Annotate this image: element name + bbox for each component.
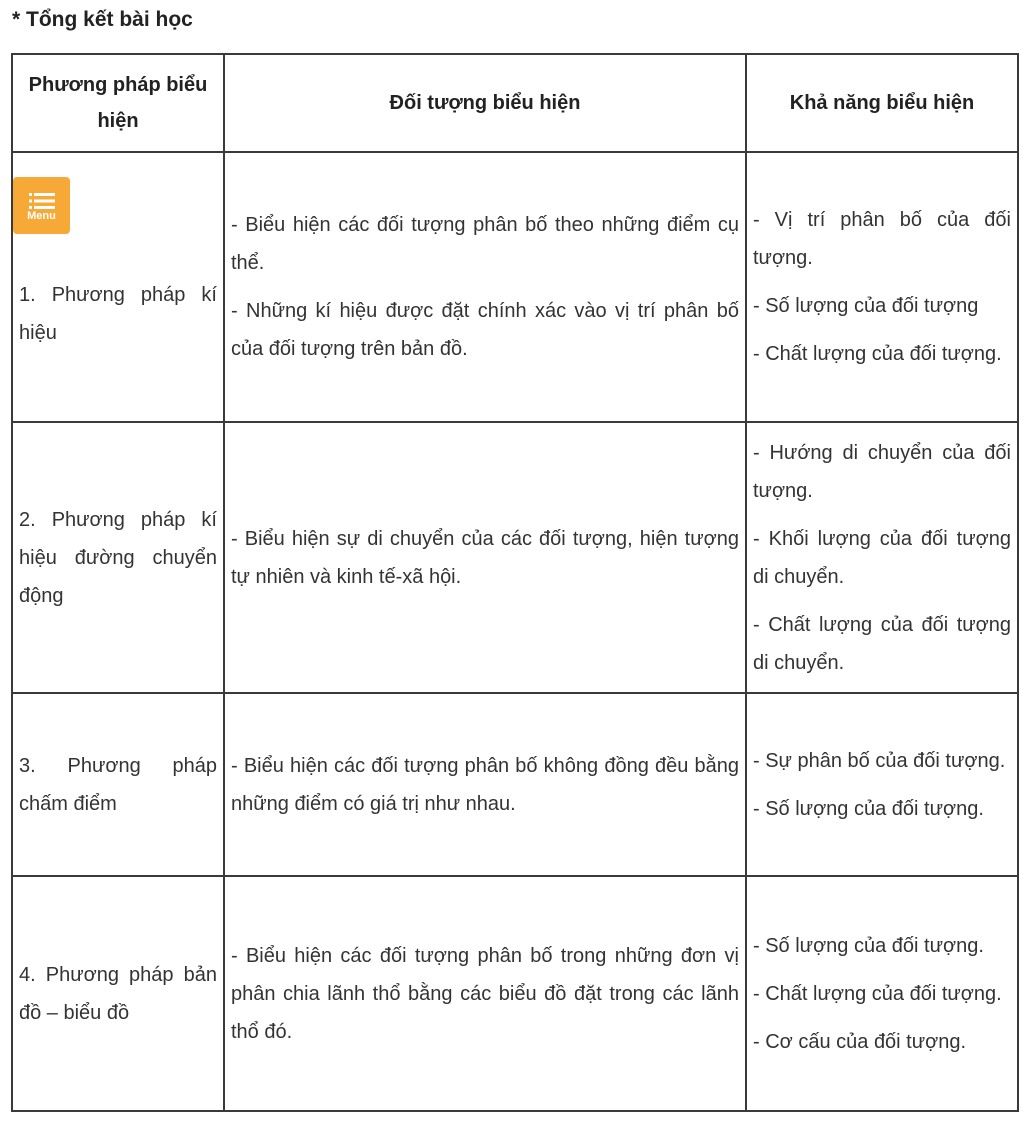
capabilities-cell xyxy=(746,422,1018,693)
objects-text: - Biểu hiện sự di chuyển của các đối tượng, hiện tượng tự nhiên và kinh tế-xã hội. xyxy=(231,527,739,588)
capability-text: - Số lượng của đối tượng. xyxy=(753,797,984,820)
menu-button[interactable] xyxy=(13,177,70,234)
table-row xyxy=(12,152,1018,422)
objects-cell xyxy=(224,422,746,693)
header-objects: Đối tượng biểu hiện xyxy=(224,54,746,152)
method-name: 1. Phương pháp kí hiệu xyxy=(19,284,217,344)
capability-text: - Khối lượng của đối tượng di chuyển. xyxy=(753,527,1011,588)
capabilities-cell xyxy=(746,152,1018,422)
objects-cell xyxy=(224,152,746,422)
header-capabilities: Khả năng biểu hiện xyxy=(746,54,1018,152)
list-icon xyxy=(29,192,55,210)
capability-text: - Vị trí phân bố của đối tượng. xyxy=(753,209,1011,269)
method-cell xyxy=(12,422,224,693)
summary-table xyxy=(11,53,1019,1112)
capability-text: - Số lượng của đối tượng xyxy=(753,295,979,317)
method-cell xyxy=(12,152,224,422)
lesson-summary-heading: * Tổng kết bài học xyxy=(12,8,193,31)
table-row xyxy=(12,693,1018,876)
header-method: Phương pháp biểu hiện xyxy=(12,54,224,152)
method-name: 3. Phương pháp chấm điểm xyxy=(19,754,217,815)
table-header-row xyxy=(12,54,1018,152)
objects-text: - Biểu hiện các đối tượng phân bố theo những điểm cụ thể. xyxy=(231,214,739,274)
capabilities-cell xyxy=(746,876,1018,1111)
objects-cell xyxy=(224,693,746,876)
menu-label: Menu xyxy=(27,210,56,222)
objects-text: - Những kí hiệu được đặt chính xác vào vị trí phân bố của đối tượng trên bản đồ. xyxy=(231,300,739,360)
capability-text: - Số lượng của đối tượng. xyxy=(753,934,984,957)
table-row xyxy=(12,422,1018,693)
objects-cell xyxy=(224,876,746,1111)
capability-text: - Chất lượng của đối tượng di chuyển. xyxy=(753,613,1011,674)
capability-text: - Chất lượng của đối tượng. xyxy=(753,982,1002,1005)
method-name: 4. Phương pháp bản đồ – biểu đồ xyxy=(19,963,217,1024)
method-name: 2. Phương pháp kí hiệu đường chuyển động xyxy=(19,508,217,607)
capability-text: - Sự phân bố của đối tượng. xyxy=(753,749,1006,772)
method-cell xyxy=(12,693,224,876)
table-row xyxy=(12,876,1018,1111)
objects-text: - Biểu hiện các đối tượng phân bố trong những đơn vị phân chia lãnh thổ bằng các biểu đồ đặt trong các lãnh thổ đó. xyxy=(231,944,739,1043)
capability-text: - Hướng di chuyển của đối tượng. xyxy=(753,441,1011,502)
objects-text: - Biểu hiện các đối tượng phân bố không đồng đều bằng những điểm có giá trị như nhau. xyxy=(231,754,739,815)
capability-text: - Cơ cấu của đối tượng. xyxy=(753,1030,967,1053)
capability-text: - Chất lượng của đối tượng. xyxy=(753,343,1002,365)
method-cell xyxy=(12,876,224,1111)
capabilities-cell xyxy=(746,693,1018,876)
